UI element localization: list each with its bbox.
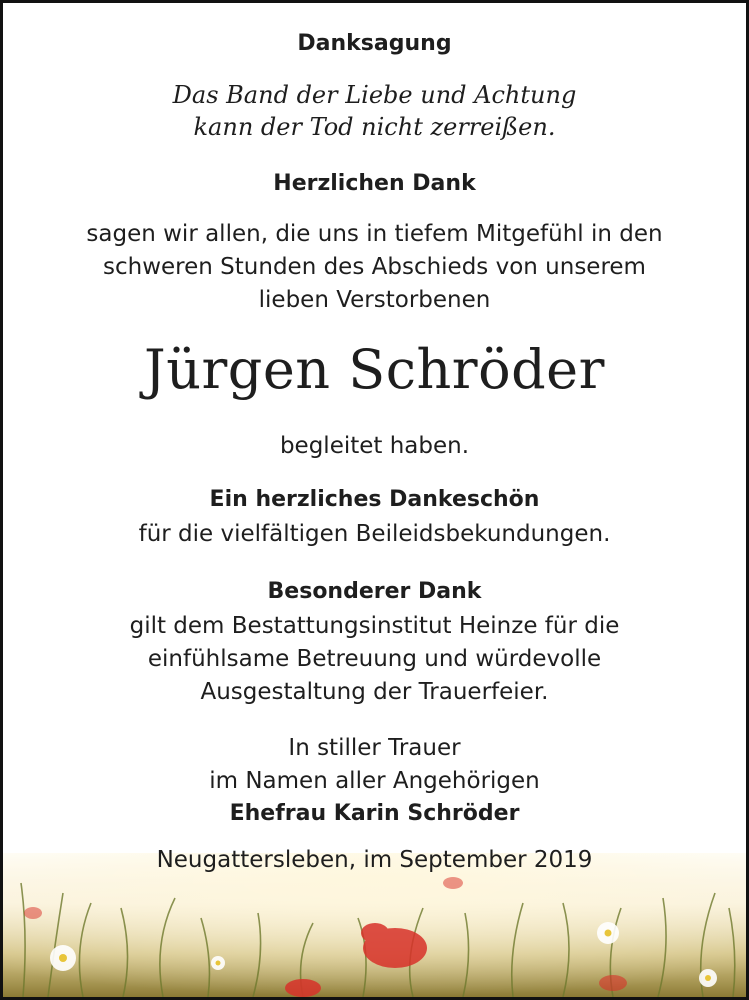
place-date: Neugattersleben, im September 2019 <box>156 847 593 873</box>
thanks-line-2: schweren Stunden des Abschieds von unserem <box>103 254 646 280</box>
special-line-2: einfühlsame Betreuung und würdevolle <box>147 646 602 672</box>
heading-besonderer-dank: Besonderer Dank <box>267 579 482 604</box>
heading-herzlichen-dank: Herzlichen Dank <box>273 171 476 196</box>
signature-line-1: In stiller Trauer <box>288 735 461 761</box>
heading-dankeschoen: Ein herzliches Dankeschön <box>209 487 540 512</box>
accompanied-text: begleitet haben. <box>279 433 470 459</box>
heading-danksagung: Danksagung <box>297 31 452 56</box>
signature-line-2: im Namen aller Angehörigen <box>209 768 540 794</box>
deceased-name: Jürgen Schröder <box>144 338 605 401</box>
thanks-line-3: lieben Verstorbenen <box>258 287 491 313</box>
special-line-1: gilt dem Bestattungsinstitut Heinze für die <box>129 613 620 639</box>
special-line-3: Ausgestaltung der Trauerfeier. <box>200 679 549 705</box>
quote-line-1: Das Band der Liebe und Achtung <box>172 81 577 109</box>
condolences-text: für die vielfältigen Beileidsbekundungen. <box>138 521 611 547</box>
quote-line-2: kann der Tod nicht zerreißen. <box>193 113 556 141</box>
signature-name: Ehefrau Karin Schröder <box>229 801 520 826</box>
thanks-line-1: sagen wir allen, die uns in tiefem Mitgefühl in den <box>86 221 663 247</box>
